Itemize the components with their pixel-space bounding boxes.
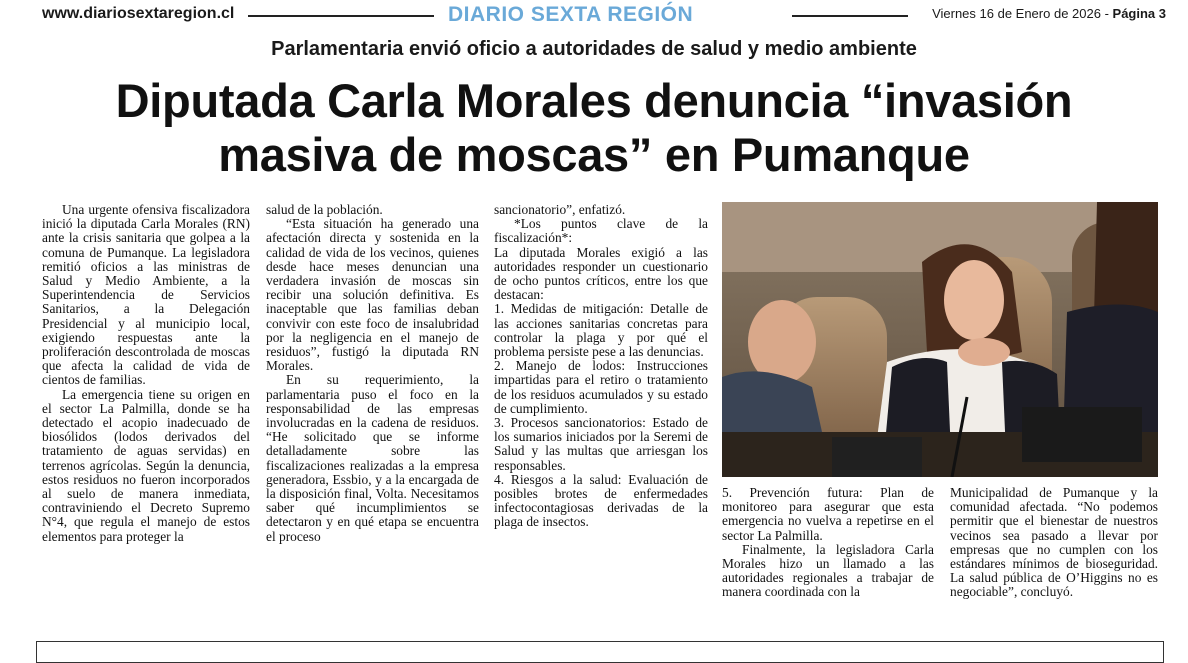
newspaper-brand: DIARIO SEXTA REGIÓN: [448, 3, 694, 26]
article-column-4: [722, 486, 934, 600]
page-number: Página 3: [1112, 6, 1166, 21]
article-photo: [722, 202, 1158, 477]
list-item: 2. Manejo de lodos: Instrucciones impartidas para el retiro o tratamiento de los residuos acumulados y su estado de cumplimiento.: [494, 358, 708, 416]
paragraph: Una urgente ofensiva fiscalizadora inició la diputada Carla Morales (RN) ante la crisis sanitaria que golpea a la comuna de Pumanque. La legisladora remitió oficios a las ministras de Salud y Medio Ambiente, a la Superintendencia de Servicios Sanitarios, a la Delegación Presidencial y al municipio local, exigiendo respuestas ante la proliferación descontrolada de moscas que afecta la calidad de vida de cientos de familias.: [42, 202, 250, 388]
article-column-5: [950, 486, 1158, 600]
kicker: Parlamentaria envió oficio a autoridades de salud y medio ambiente: [271, 38, 917, 60]
issue-date: Viernes 16 de Enero de 2026: [932, 6, 1101, 21]
paragraph: Finalmente, la legisladora Carla Morales hizo un llamado a las autoridades regionales a trabajar de manera coordinada con la: [722, 541, 934, 600]
headline-line-2: masiva de moscas” en Pumanque: [218, 128, 970, 181]
paragraph: sancionatorio”, enfatizó.: [494, 202, 626, 217]
article-column-1: [42, 203, 250, 544]
photo-laptop: [1022, 407, 1142, 462]
masthead-rule-left: [248, 15, 434, 17]
paragraph: En su requerimiento, la parlamentaria puso el foco en la responsabilidad de las empresas involucradas en la cadena de residuos. “He solicitado que se informe detalladamente sobre las fiscalizaciones realizadas a la empresa generadora, Essbio, y a la encargada de la disposición final, Volta. Necesitamos saber qué incumplimientos se detectaron y en qué etapa se encuentra el proceso: [266, 372, 479, 544]
photo-woman-hands: [958, 338, 1010, 366]
headline: [0, 74, 1188, 182]
bottom-frame: [36, 641, 1164, 663]
list-item: 4. Riesgos a la salud: Evaluación de posibles brotes de enfermedades infectocontagiosas derivadas de la plaga de insectos.: [494, 471, 708, 530]
subheading: *Los puntos clave de la fiscalización*:: [494, 216, 708, 246]
photo-monitor: [832, 437, 922, 477]
site-url[interactable]: www.diariosextaregion.cl: [42, 5, 235, 22]
photo-man-head: [748, 300, 816, 384]
photo-illustration: [722, 202, 1158, 477]
dateline: Viernes 16 de Enero de 2026 - Página 3: [932, 6, 1166, 21]
list-item: 1. Medidas de mitigación: Detalle de las acciones sanitarias concretas para controlar la plaga y por qué el problema persiste pese a las denuncias.: [494, 301, 708, 360]
headline-line-1: Diputada Carla Morales denuncia “invasión: [115, 74, 1073, 127]
paragraph: salud de la población.: [266, 202, 383, 217]
paragraph: La emergencia tiene su origen en el sector La Palmilla, donde se ha detectado el acopio inadecuado de biosólidos (lodos derivados del tratamiento de aguas servidas) en terrenos agrícolas. Según la denuncia, estos residuos no fueron incorporados al suelo de manera inmediata, contraviniendo el Decreto Supremo N°4, que regula el manejo de estos elementos para proteger la: [42, 386, 250, 544]
masthead-rule-right: [792, 15, 908, 17]
list-item: 3. Procesos sancionatorios: Estado de los sumarios iniciados por la Seremi de Salud y las multas que arriesgan los responsables.: [494, 415, 708, 473]
paragraph: “Esta situación ha generado una afectación directa y sostenida en la calidad de vida de los vecinos, quienes desde hace meses denuncian una verdadera invasión de moscas sin recibir una solución definitiva. Es inaceptable que las familias deban convivir con este foco de insalubridad por la negligencia en el manejo de residuos”, fustigó la diputada RN Morales.: [266, 216, 479, 374]
article-column-3: [494, 203, 708, 530]
masthead: [0, 0, 1188, 30]
article-column-2: [266, 203, 479, 544]
list-item: 5. Prevención futura: Plan de monitoreo para asegurar que esta emergencia no vuelva a repetirse en el sector La Palmilla.: [722, 485, 934, 543]
photo-woman-face: [944, 260, 1004, 340]
paragraph: La diputada Morales exigió a las autoridades responder un cuestionario de ocho puntos críticos, entre los que destacan:: [494, 244, 708, 303]
paragraph: Municipalidad de Pumanque y la comunidad afectada. “No podemos permitir que el bienestar de nuestros vecinos sea pasado a llevar por empresas que no cumplen con los estándares mínimos de bioseguridad. La salud pública de O’Higgins no es negociable”, concluyó.: [950, 485, 1158, 600]
